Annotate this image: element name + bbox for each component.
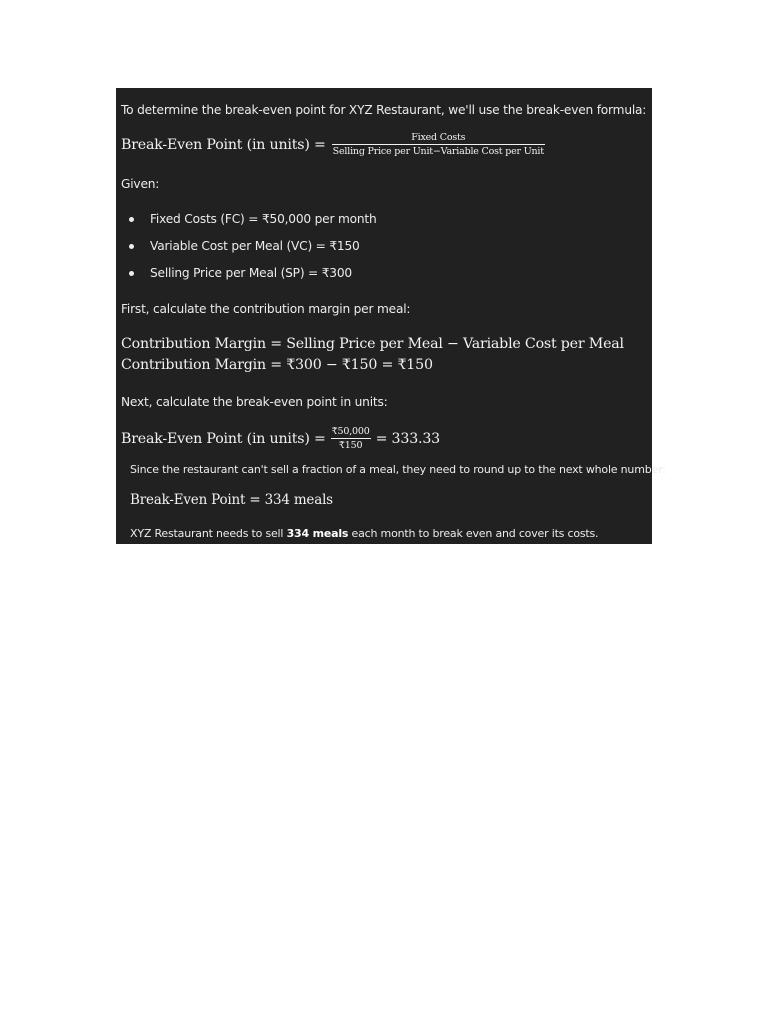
given-item-text: Fixed Costs (FC) = ₹50,000 per month xyxy=(150,212,377,226)
bullet-icon xyxy=(129,271,134,276)
result-formula: Break-Even Point = 334 meals xyxy=(130,492,333,508)
bullet-icon xyxy=(129,244,134,249)
round-note: Since the restaurant can't sell a fraction of a meal, they need to round up to the next whole number: xyxy=(130,463,666,476)
calc-fraction xyxy=(331,426,371,451)
calc-lhs: Break-Even Point (in units) = xyxy=(121,430,326,447)
given-item-text: Variable Cost per Meal (VC) = ₹150 xyxy=(150,239,360,253)
formula-denominator: Selling Price per Unit−Variable Cost per Unit xyxy=(332,146,544,157)
bullet-icon xyxy=(129,217,134,222)
calc-denominator: ₹150 xyxy=(338,440,363,451)
given-label: Given: xyxy=(121,177,160,191)
given-item xyxy=(129,266,352,280)
calc-numerator: ₹50,000 xyxy=(331,426,370,437)
formula-fraction xyxy=(332,132,545,157)
given-item-text: Selling Price per Meal (SP) = ₹300 xyxy=(150,266,352,280)
break-even-formula xyxy=(121,132,545,157)
conclusion-bold: 334 meals xyxy=(286,527,349,540)
conclusion-before: XYZ Restaurant needs to sell xyxy=(130,527,287,540)
contribution-margin-calc: Contribution Margin = ₹300 − ₹150 = ₹150 xyxy=(121,357,433,373)
contribution-margin-formula: Contribution Margin = Selling Price per Meal − Variable Cost per Meal xyxy=(121,336,624,352)
step1-text: First, calculate the contribution margin per meal: xyxy=(121,302,411,316)
given-item xyxy=(129,239,360,253)
conclusion-text xyxy=(130,527,598,540)
step2-text: Next, calculate the break-even point in units: xyxy=(121,395,388,409)
formula-numerator: Fixed Costs xyxy=(411,132,466,143)
calc-result: = 333.33 xyxy=(375,430,441,447)
formula-lhs: Break-Even Point (in units) = xyxy=(121,136,326,153)
given-item xyxy=(129,212,377,226)
intro-text: To determine the break-even point for XYZ Restaurant, we'll use the break-even formula: xyxy=(121,103,647,117)
conclusion-after: each month to break even and cover its costs. xyxy=(348,527,599,540)
fraction-bar xyxy=(332,144,545,145)
answer-panel xyxy=(116,88,666,544)
break-even-calc xyxy=(121,426,440,451)
fraction-bar xyxy=(331,438,371,439)
